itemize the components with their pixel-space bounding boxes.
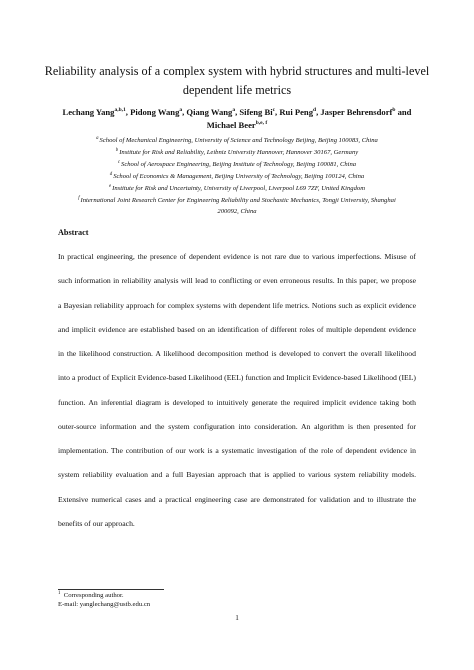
abstract-line: and implicit evidence are established based on an identification of different roles of multiple dependent evidence: [58, 325, 416, 334]
abstract-line: implementation. The contribution of our work is a systematic investigation of the role of dependent evidence in: [58, 446, 416, 455]
affiliation-text: 200092, China: [217, 208, 257, 215]
author-name: Jasper Behrensdorf: [320, 107, 393, 117]
abstract-line: Extensive numerical cases and a practical engineering case are demonstrated for validation and to illustrate the: [58, 495, 416, 504]
affiliation-f-continued: [40, 208, 434, 216]
abstract-line: in the likelihood construction. A likelihood decomposition method is developed to convert the overall likelihood: [58, 349, 416, 358]
author-name: Lechang Yang: [62, 107, 115, 117]
affiliation-c: [40, 161, 434, 169]
abstract-line: such information in reliability analysis will lead to conflicting or even erroneous results. In this paper, we propose: [58, 276, 416, 285]
affiliation-text: Institute for Risk and Reliability, Leibniz University Hannover, Hannover 30167, Germany: [119, 149, 359, 156]
affiliation-text: Institute for Risk and Uncertainty, University of Liverpool, Liverpool L69 7ZF, United Kingdom: [112, 185, 365, 192]
author-separator: ,: [182, 107, 187, 117]
author-affiliation-mark: d: [313, 107, 317, 114]
author-name: Qiang Wang: [186, 107, 233, 117]
author-name: Rui Peng: [279, 107, 314, 117]
author-affiliation-mark: a,b,1: [114, 107, 126, 114]
affiliation-mark: e: [109, 183, 112, 189]
author-list-line-1: [40, 107, 434, 118]
affiliation-e: [40, 185, 434, 193]
affiliation-text: International Joint Research Center for Engineering Reliability and Stochastic Mechanics, Tongji University, Shanghai: [80, 197, 396, 204]
affiliation-mark: a: [96, 135, 99, 141]
affiliation-mark: c: [117, 159, 121, 165]
abstract-line: function. An inferential diagram is developed to intuitively generate the required implicit evidence taking both: [58, 398, 416, 407]
paper-title-line-1: Reliability analysis of a complex system with hybrid structures and multi-level: [44, 64, 430, 78]
footnote-corresponding-author: [58, 592, 124, 600]
affiliation-a: [40, 137, 434, 145]
author-name: Sifeng Bi: [239, 107, 273, 117]
author-separator: ,: [316, 107, 321, 117]
abstract-line-last: benefits of our approach.: [58, 519, 135, 528]
footnote-text: Corresponding author.: [63, 592, 124, 599]
abstract-line: In practical engineering, the presence of dependent evidence is not rare due to various imperfections. Misuse of: [58, 252, 416, 261]
author-separator: and: [395, 107, 412, 117]
affiliation-text: School of Mechanical Engineering, University of Science and Technology Beijing, Beijing 100083, China: [99, 137, 378, 144]
affiliation-text: School of Aerospace Engineering, Beijing Institute of Technology, Beijing 100081, China: [121, 161, 357, 168]
author-separator: ,: [125, 107, 131, 117]
author-separator: ,: [235, 107, 240, 117]
abstract-line: into a product of Explicit Evidence-based Likelihood (EEL) function and Implicit Evidence-based Likelihood (IEL): [58, 373, 416, 382]
abstract-heading: Abstract: [58, 228, 89, 237]
affiliation-mark: b: [115, 147, 119, 153]
abstract-line: system reliability evaluation and a full Bayesian approach that is applied to various system reliability models.: [58, 470, 416, 479]
affiliation-text: School of Economics & Management, Beijing University of Technology, Beijing 100124, China: [113, 173, 365, 180]
affiliation-b: [40, 149, 434, 157]
author-name: Michael Beer: [206, 120, 256, 130]
affiliation-mark: f: [78, 195, 80, 201]
author-name: Pidong Wang: [130, 107, 180, 117]
author-separator: ,: [275, 107, 280, 117]
affiliation-f: [40, 197, 434, 205]
paper-title-line-2: dependent life metrics: [182, 83, 292, 97]
author-affiliation-mark: a: [179, 107, 183, 114]
author-list-line-2: [40, 120, 434, 131]
affiliation-mark: d: [109, 171, 113, 177]
author-affiliation-mark: c: [272, 107, 276, 114]
affiliation-d: [40, 173, 434, 181]
footnote-mark: 1: [58, 590, 61, 596]
author-affiliation-mark: b,e, f: [255, 120, 268, 127]
footnote-separator: [58, 589, 164, 590]
abstract-line: a Bayesian reliability approach for complex systems with dependent life metrics. Notions such as explicit evidence: [58, 301, 416, 310]
footnote-email: E-mail: yanglechang@ustb.edu.cn: [58, 601, 151, 608]
author-affiliation-mark: a: [232, 107, 236, 114]
abstract-line: outer-source information and the system configuration into consideration. An algorithm is then presented for: [58, 422, 416, 431]
page-number: 1: [235, 614, 239, 622]
author-affiliation-mark: b: [392, 107, 396, 114]
